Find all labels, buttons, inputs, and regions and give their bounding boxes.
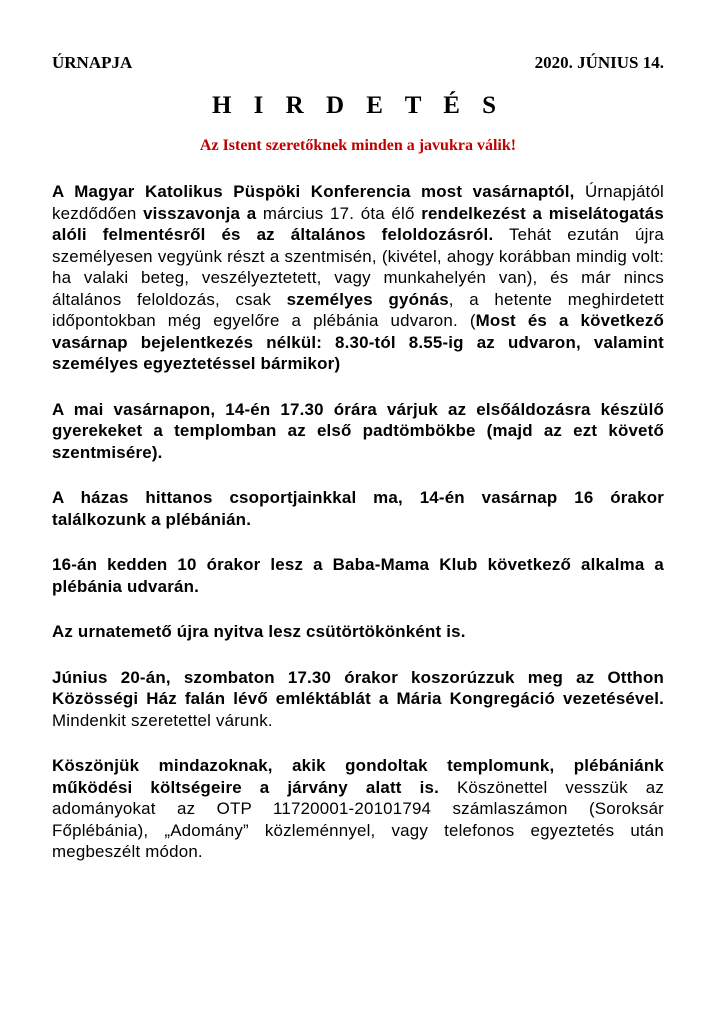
announcement-paragraph-2: A mai vasárnapon, 14-én 17.30 órára várjuk az elsőáldozásra készülő gyerekeket a templomban az első padtömbökbe (majd az ezt követő szentmisére). [52,399,664,462]
announcement-paragraph-6 [52,667,664,732]
page-title: H I R D E T É S [211,92,505,119]
announcement-paragraph-7 [52,755,664,863]
p1-segment-4: március 17. óta élő [256,203,422,223]
motto: Az Istent szeretőknek minden a javukra válik! [199,137,517,154]
p1-segment-8: , a hetente meghirdetett időpontokban még egyelőre a plébánia udvaron. ( [52,289,664,330]
p1-segment-7: személyes gyónás [286,289,449,309]
announcement-paragraph-5: Az urnatemető újra nyitva lesz csütörtökönként is. [52,622,466,641]
p1-segment-1: A Magyar Katolikus Püspöki Konferencia most vasárnaptól, [52,182,575,201]
p1-segment-2: Úrnapjától kezdődően [52,182,664,223]
announcement-body [52,181,664,863]
p7-segment-1: Köszönjük mindazoknak, akik gondoltak templomunk, plébániánk működési költségeire a járvány alatt is. [52,756,664,797]
p1-segment-3: visszavonja a [143,203,257,223]
p1-segment-9: Most és a következő vasárnap bejelentkezés nélkül: 8.30-tól 8.55-ig az udvaron, valamint személyes egyeztetéssel bármikor) [52,311,664,373]
p1-segment-5: rendelkezést a miselátogatás alóli felmentésről és az általános feloldozásról. [52,203,664,244]
p7-segment-2: Köszönettel vesszük az adományokat az OTP 11720001-20101794 számlaszámon (Soroksár Főplébánia), „Adomány” közleménnyel, vagy telefonos egyeztetés után megbeszélt módon. [52,777,665,861]
announcement-paragraph-3: A házas hittanos csoportjainkkal ma, 14-én vasárnap 16 órakor találkozunk a plébánián. [52,488,664,529]
announcement-paragraph-4: 16-án kedden 10 órakor lesz a Baba-Mama Klub következő alkalma a plébánia udvarán. [52,555,664,596]
p6-segment-2: Mindenkit szeretettel várunk. [52,710,273,730]
announcement-paragraph-1 [52,181,664,375]
feast-day-label: ÚRNAPJA [52,53,133,72]
date-label: 2020. JÚNIUS 14. [534,53,664,72]
p1-segment-6: Tehát ezután újra személyesen vegyünk részt a szentmisén, (kivétel, ahogy korábban mindig volt: ha valaki beteg, veszélyeztetett, vagy munkahelyén van), és már nincs általános feloldozás, csak [52,225,664,309]
p6-segment-1: Június 20-án, szombaton 17.30 órakor koszorúzzuk meg az Otthon Közösségi Ház falán lévő emléktáblát a Mária Kongregáció vezetésével. [52,667,664,708]
